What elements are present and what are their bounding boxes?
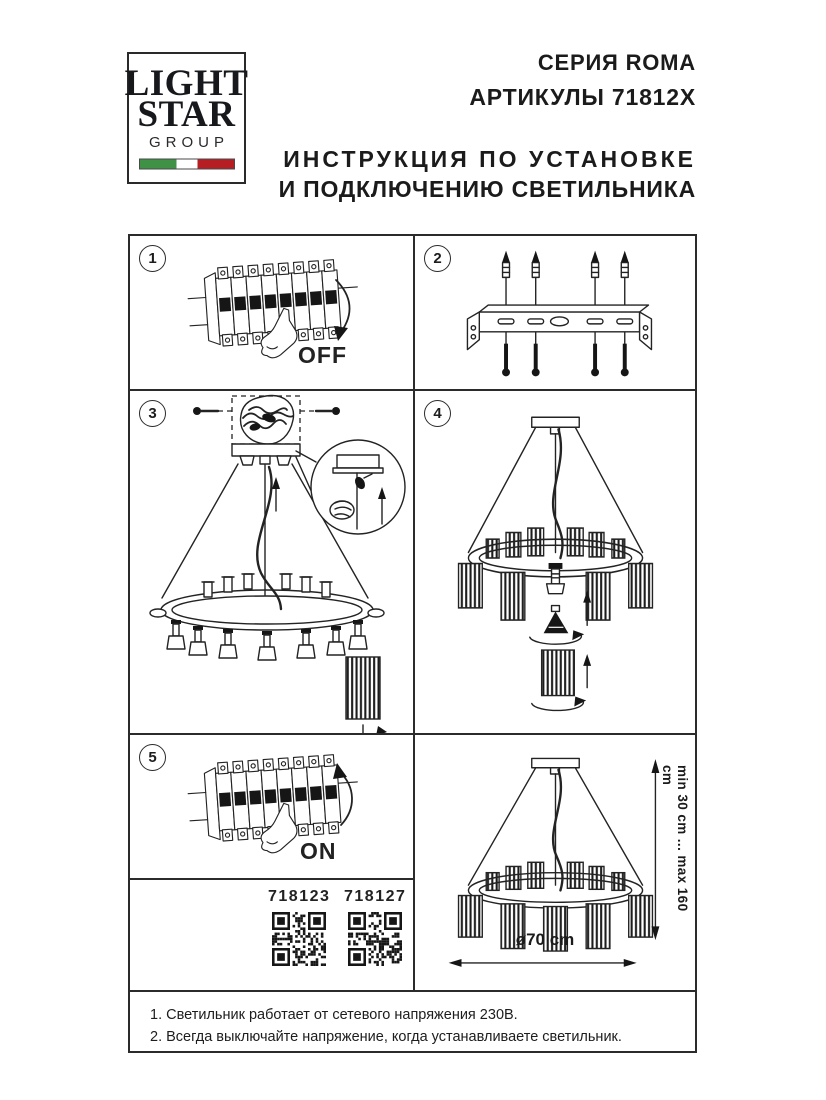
article-number-right: 718127 bbox=[344, 888, 407, 905]
lightstar-logo bbox=[124, 52, 249, 184]
note-1: 1. Светильник работает от сетевого напряжения 230В. bbox=[150, 1007, 518, 1023]
bracket-illustration bbox=[415, 236, 695, 389]
step-5-number: 5 bbox=[139, 744, 166, 771]
breaker-off-illustration bbox=[130, 236, 413, 389]
instruction-title-1: ИНСТРУКЦИЯ ПО УСТАНОВКЕ bbox=[283, 146, 696, 172]
notes-panel bbox=[130, 992, 695, 1051]
qr-panel bbox=[130, 880, 415, 992]
dimensions-illustration bbox=[415, 735, 695, 990]
screws-below bbox=[502, 344, 629, 377]
note-2: 2. Всегда выключайте напряжение, когда устанавливаете светильник. bbox=[150, 1028, 622, 1045]
step-1-number: 1 bbox=[139, 245, 166, 272]
dimensions-panel bbox=[415, 735, 695, 992]
step-5-panel bbox=[130, 735, 415, 880]
step-3-number: 3 bbox=[139, 400, 166, 427]
article-number-left: 718123 bbox=[268, 888, 331, 905]
upper-sockets bbox=[202, 574, 332, 597]
hanging-sockets bbox=[167, 620, 367, 660]
step-4-panel bbox=[415, 391, 695, 735]
breaker-on-illustration bbox=[130, 735, 413, 878]
series-title: СЕРИЯ ROMA bbox=[537, 50, 696, 75]
step-2-number: 2 bbox=[424, 245, 451, 272]
logo-word-group: GROUP bbox=[148, 134, 229, 151]
wiring-illustration bbox=[130, 391, 413, 733]
step-3-panel bbox=[130, 391, 415, 735]
articles-title: АРТИКУЛЫ 71812X bbox=[469, 84, 696, 110]
height-range-label: min 30 cm ... max 160 cm bbox=[660, 765, 690, 912]
diameter-label: ø70 cm bbox=[515, 930, 575, 949]
instruction-title-2: И ПОДКЛЮЧЕНИЮ СВЕТИЛЬНИКА bbox=[278, 176, 696, 202]
italy-flag-icon bbox=[139, 158, 235, 170]
instruction-grid bbox=[128, 234, 697, 1053]
step-4-number: 4 bbox=[424, 400, 451, 427]
step-2-panel bbox=[415, 236, 695, 391]
document-header bbox=[279, 50, 696, 203]
qr-code-right bbox=[348, 912, 402, 966]
off-label: OFF bbox=[298, 342, 347, 368]
qr-block-right bbox=[344, 888, 406, 971]
logo-word-light: LIGHT bbox=[124, 63, 249, 104]
qr-block-left bbox=[268, 888, 330, 971]
qr-code-left bbox=[272, 912, 326, 966]
bulb-install-illustration bbox=[415, 391, 695, 733]
step-1-panel bbox=[130, 236, 415, 391]
anchor-screws-up bbox=[502, 251, 629, 278]
on-label: ON bbox=[300, 838, 337, 864]
logo-word-star: STAR bbox=[137, 94, 236, 135]
